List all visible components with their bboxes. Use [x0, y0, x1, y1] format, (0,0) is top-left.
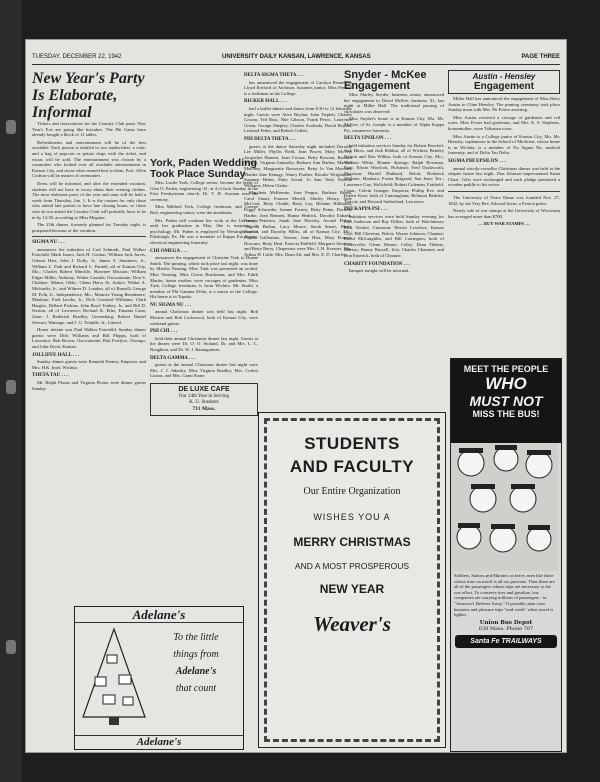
adelanes-title: Adelane's: [75, 607, 243, 623]
weavers-signature: Weaver's: [313, 612, 391, 636]
weavers-ad-content: [273, 433, 431, 647]
masthead: [32, 52, 560, 65]
column-1: [32, 70, 146, 610]
binder-ring: [6, 120, 16, 134]
bus-headline-1: MEET THE PEOPLE: [463, 364, 549, 374]
cafe-address: 711 Mass.: [192, 406, 216, 412]
article-paragraph: Tickets and reservations for the Country Club party New Year's Eve are going like hotcakes. The Phi Gams have already bought a block of 11 tables.: [32, 121, 146, 138]
article-paragraph: guests at the dance Saturday night included Dorothy Lee Miller, Phyllis Field, Joan Power, Mary McVey, Jacquelyn Hansen, Joan Crouse, Betty Rowton, Barbara Wilson, Virginia Gunnolly, Barbara Ann Barber, Marilyn Maloney, Marguerite Bosweyer, Betty Jo Van Marcum, Martha Jane Kenagy, Nancy Prather, Rosalie Wrightman, Suzanne Heder, Patty Arend, Jo Ann Teed, Patricia Williams, Helen Clarke.: [244, 143, 352, 188]
ad-line-faculty: AND FACULTY: [289, 457, 415, 476]
script-line-1: To the little: [173, 632, 219, 643]
article-paragraph: banquet tonight will be informal.: [349, 268, 410, 274]
newspaper-title: UNIVERSITY DAILY KANSAN, LAWRENCE, KANSAS: [222, 54, 371, 60]
adelanes-ad: [74, 606, 244, 750]
cafe-tagline: Our 24th Year in Serving: [178, 394, 230, 399]
depot-name: Union Bus Depot: [479, 619, 533, 626]
section-title: SIGMA PHI EPSILON . . .: [448, 158, 506, 164]
column-2: [150, 158, 258, 606]
bus-ad-headline: [451, 359, 561, 443]
cafe-name: DE LUXE CAFE: [178, 386, 230, 393]
bus-ad-body: Soldiers, Sailors and Marines on leave, men like these whose time on travel is all too precious. Then there are all of the passengers whose trips are necessary to the war effort. To conserve tires and gasoline, bus companies are carrying millions of passengers - in "America's Defense Army." If possible, plan your business and pleasure trips "mid-week" when travel is lighter.: [454, 573, 555, 618]
article-paragraph: Miss Austin received a corsage of gardenias and red roses. Miss Foster had gardenias, and Mrs. E. S. Stephens, housemother, wore Talisman roses.: [448, 114, 560, 131]
article-paragraph: Nearly sale of war stamps at the University of Wisconsin has averaged more than $700.: [448, 208, 560, 219]
war-stamps-banner: — BUY WAR STAMPS —: [478, 221, 530, 227]
christmas-tree-illustration: [79, 625, 149, 729]
column-3: [244, 70, 352, 410]
script-line-2: things from: [173, 649, 219, 660]
bus-ad: [450, 358, 562, 752]
bus-headline-2: WHO: [485, 374, 527, 393]
page-number: PAGE THREE: [521, 54, 560, 60]
section-title: NU SIGMA NU . . .: [150, 302, 192, 308]
headline-york-paden: York, Paden Wedding Took Place Sunday: [150, 158, 257, 180]
article-paragraph: Dress will be informal, and after the extended vacation, students will not have to worry about their evening clothes. The most elaborate party of the year and semi will be held a week from Thursday, Jan. 1. It is the custom for only those who attend late parties to have late closing hours, so those who do not attend the Country Club will probably have to be in by 12:30, according to Miss Meguiar.: [32, 180, 146, 220]
section-title: JOLLIFFE HALL . . .: [32, 352, 80, 358]
ad-line-merry-christmas: MERRY CHRISTMAS: [293, 535, 411, 549]
article-paragraph: announces the initiation of Carl Schmidt, Paul Walker Fairchild, Mark Isaacs, Jack H. Conlon, William Jack Jarvis, Gibson Hart, John J. Dolly, Jr., James S. Summers, Jr., William L. Park and Richard C. Parnell, all of Kansas City, Mo.; Charles Robert Minckle, Shawnee Mission; William Edgar Miller, Anthony; Walter Cassida, Osowatomie; Don S. Chalmer, Miami, Okla.; Glenn Harry St. Aubyn, Walter A. Michaelis, Jr., and Wilmer D. London, all of Russell; George M. Polk, Jr., Independence, Mo.; Maurice Young Beardmore, Mankato; Fred Jacobs, Jr., Dick Goodard Williams, Clark Hargiss, Delbert Perkins, John Boyd Toubey, Jr., and Bill D. Sterton, all of Lawrence; Richard K. Erbe, Fanama Cana; Zone; J. Roderick Bradley, Greensburg; Robert Daniel Stewart, Wamego, and J. G. Triindle, Jr., Liberal.: [32, 246, 146, 325]
script-line-4: that count: [175, 683, 217, 694]
section-title: CHI OMEGA . . .: [150, 248, 188, 254]
section-title: CHARITY FOUNDATION . . .: [344, 261, 410, 267]
article-paragraph: Mr. Ralph Ploutz and Virginia Ploutz were dinner guests Sunday.: [32, 379, 146, 391]
script-line-3: Adelane's: [175, 666, 217, 677]
article-paragraph: guests at the annual Christmas dinner last night were Mrs. J. J. Jakosky, Miss Virginia Bradley, Mrs. Corlett Cotton, and Mrs. Grant Stone.: [150, 362, 258, 379]
ad-line-wishes: WISHES YOU A: [313, 512, 391, 522]
section-title: RICKER HALL . . .: [244, 99, 287, 105]
de-luxe-cafe-ad: [150, 383, 258, 416]
column-4: [344, 70, 444, 410]
article-paragraph: Sunday dinner guests were Kenneth Feeney, Emporia; and Mrs. H.K. Imel, Wichita.: [32, 359, 146, 370]
buy-war-stamps-text: BUY WAR STAMPS: [484, 221, 524, 227]
article-paragraph: Mrs. Paden will continue her work at the University until her graduation in May. She is majoring in psychology. Mr. Paden is employed by Westinghouse in Pittsburgh, Pa. He was a member of Kappa Eta Kappa, electrical engineering fraternity.: [150, 217, 258, 245]
column-5: [448, 70, 560, 380]
ad-line-prosperous: AND A MOST PROSPEROUS: [294, 561, 410, 571]
article-paragraph: Miss Snyder's home is in Kansas City, Mo. Mr. McKee, of St. Joseph, is a member of Alpha Kappa Psi, commerce fraternity.: [344, 116, 444, 133]
ad-line-organization: Our Entire Organization: [303, 486, 401, 497]
article-paragraph: Miss Shirley Snyder, business senior, announced her engagement to David McKee, business '41, last night at Miller Hall. The traditional passing of chocolates was observed.: [344, 92, 444, 114]
headline-kicker: Austin - Hensley: [472, 72, 536, 81]
ad-line-students: STUDENTS: [304, 434, 400, 453]
article-paragraph: Marcheta McKennie, Jean Fergus, Barbara Breed, Carol Stuart, Frances Merrill, Shirley Henry, Judy McCord, Betty Chubb, Betty Lay, Helaine Hillbrand, Peggy Schroeder, Jeanne Forney, Betty Paine, Dorothy Hardie, Jean Bennett, Hanna Hedrick, Dorothy Eubank, Nancy Petersen, Sarah Jane Worsley, Avonel Fisher, Virginia Brehm, Lucy Moore, Sarah Smart, Marty Sharkel, and Dorothy Hillix, all of Kansas City, Mo.; Phyllis Gallentine, Norton; Jane Hiss, Mary Frances Doocum, Betty Deal, Patricia Padfield, Margaret Stratton, and Betty Berry. Chaperons were Mrs. J. H. Kresner, Mrs. Arthur H. Little, Mrs. Dean Alt, and Mrs. E. D. Charles.: [244, 190, 352, 257]
binder-ring: [6, 640, 16, 654]
ad-line-new-year: NEW YEAR: [319, 582, 385, 596]
article-paragraph: held initiation services Sunday for Robert Boechel, Jack Hires, and Jack Rehkin, all of Wichita; Bentley Nelson and Don Wilbur, both of Kansas City, Mo.; William White, Bonner Springs; Ralph Bowman, Pratt; Edwin Woolcott, Holstead; Fred Duckworth, Morrison; Harold Hubbard, Beloit; Roderick Wellmer, Mankato; Foster Brigaard, San Juan; Tex.; Lawrence Guy, Wellsfield; Robert Coleman, Fairfield, Conn.; Calvin Granger, Emporia; Phillip Eve, and Robert Kent, both of Cunningham; Belmont Berkley, Tescott; and Howard Sutherland, Lawrence.: [344, 142, 444, 204]
section-title: PHI KAPPA PSI . . .: [344, 207, 388, 213]
bus-headline-3: MUST NOT: [469, 393, 543, 409]
divider: [448, 191, 560, 192]
article-paragraph: Miss Lucile York, College senior, became the bride of Glen O. Paden, engineering '41, at 4 o'clock Sunday in the First Presbyterian church. Dr. T. H. Aszman read the ceremony.: [150, 180, 258, 202]
section-title: DELTA UPSILON . . .: [344, 136, 392, 142]
article-paragraph: Refreshments and entertainment will be of the best available. Each person is entitled to two sandwiches, a coke, and a bag of popcorn or potato chips with the ticket, and extras will be sold. The entertainment was chosen by a committee who looked over all available entertainment in Kansas City, and chose what seemed best to them. Prof. Allen Crafton will be master of ceremonies.: [32, 139, 146, 179]
divider: [32, 236, 146, 237]
section-title: THETA TAU . . .: [32, 373, 68, 379]
section-title: DELTA SIGMA THETA . . .: [244, 73, 304, 78]
article-paragraph: The 25th dinner, formerly planned for Tuesday night, is postponed because of the vacation.: [32, 222, 146, 233]
weavers-ad: [258, 412, 446, 748]
issue-date: TUESDAY, DECEMBER 22, 1942: [32, 54, 122, 60]
article-paragraph: had a buffet dinner and dance from 6:30 to 12 Saturday night. Guests were Alice Boylan, John Triplett, Charles Cowan, Ted Rust, Nile Gibson, Frank Petric, Lawrence Green, George Shepley, Charles Svoboda, David Boylan, Leonard Feder, and Robert Collett.: [244, 105, 352, 134]
binder-edge: [0, 0, 22, 782]
headline-snyder-mckee: Snyder - McKee Engagement: [344, 70, 427, 92]
article-paragraph: held their annual Christmas dinner last night. Guests at the dinner were Dr. O. O. Stoland, Dr. and Mrs. L. L. Boughton, and Dr. W. J. Baumgartner.: [150, 335, 258, 353]
article-paragraph: Miller Hall has announced the engagement of Miss Betty Austin to Cline Hensley. The pinning ceremony took place Sunday noon with Mrs. Pit Foster assisting.: [448, 96, 560, 113]
article-paragraph: Initiation services were held Sunday evening for Earl Anderson and Ray Dillon, both of Hutchinson; Ellis Nockel, Cimarron; Hewitt Lovelace, Kansas City; Bill Chestnut, Beloit; Wayne Johnson, Chanute; Raoul McLaughlin, and Bill Carrington, both of Coffeyville; Glenn Warner, Colby; Dean Tibbets, Marion; Bunny Russell, Iola; Charles Chaumey and Don Emerick, both of Chanute.: [344, 213, 444, 259]
article-paragraph: annual strictly-corsellor Christmas dinner was held at the chapter house last night. Don Johnson impersonated Santa Claus. Gifts were exchanged and each pledge presented a wooden paddle to his active.: [448, 165, 560, 188]
article-paragraph: The University of Notre Dame was founded Nov. 27, 1842, by the Very Rev. Edward Sorin, a French priest.: [448, 194, 560, 206]
binder-ring: [6, 380, 16, 394]
article-paragraph: annual Christmas dinner was held last night. Bob Morton and Bob Lockwood, both of Kansas City, were weekend guests.: [150, 309, 258, 326]
cafe-tagline-2: K. U. Students: [189, 400, 219, 405]
headline-engagement: Engagement: [473, 81, 534, 92]
section-title: SIGMA NU . . .: [32, 240, 65, 246]
section-title: PHI CHI . . .: [150, 329, 178, 335]
article-paragraph: announces the engagement of Christine Turk to Duane Smith. The pinning, which took place last night, was done by Martha Nearing. Miss Turk was presented an orchid. Miss Nearing, Miss Gloria Bruckman, and Mrs. Edith Martin, house mother, were corsages of gardenias. Miss Turk, College freshman, is from Wichita. Mr. Smith, a member of Phi Gamma Delta, is a senior in the College. His home is in Topeka.: [150, 255, 258, 300]
uniformed-faces-illustration: [451, 443, 558, 571]
santa-fe-trailways-logo: Santa Fe TRAILWAYS: [455, 635, 557, 648]
bus-headline-4: MISS THE BUS!: [472, 409, 540, 419]
adelanes-footer: Adelane's: [75, 735, 243, 749]
headline-new-years-party: New Year's Party Is Elaborate, Informal: [32, 70, 145, 121]
section-title: DELTA GAMMA . . .: [150, 355, 196, 361]
article-paragraph: Miss Austin is a College junior of Kansas City, Mo. Mr. Hensley, sophomore in the School of Medicine, whose home is in Wichita, is a member of Nu Sigma Nu, medical fraternity, and of Delta Tau Delta.: [448, 133, 560, 156]
article-paragraph: has announced the engagement of Carolyn Pennell to Lloyd Kerford of Atchison, business junior. Miss Pennell is a freshman in the College.: [244, 79, 352, 96]
newspaper-page: [26, 40, 566, 752]
section-title: PHI DELTA THETA . . .: [244, 136, 296, 142]
article-paragraph: Honor initiate was Paul Walker Fairchild. Sunday dinner guests were Dick Williams and Bill Phipps, both of Lawrence; Bob Brown, Osowatomie; Bob Fordyce, Oswego; and John Dyott, Kansas.: [32, 327, 146, 349]
austin-hensley-header: [448, 70, 560, 94]
adelanes-script: [153, 629, 239, 697]
depot-address: 638 Mass. Phone 707: [478, 625, 534, 632]
article-paragraph: Miss Mildred York, College freshman, and George Bolt, engineering senior, were the attendants.: [150, 204, 258, 215]
